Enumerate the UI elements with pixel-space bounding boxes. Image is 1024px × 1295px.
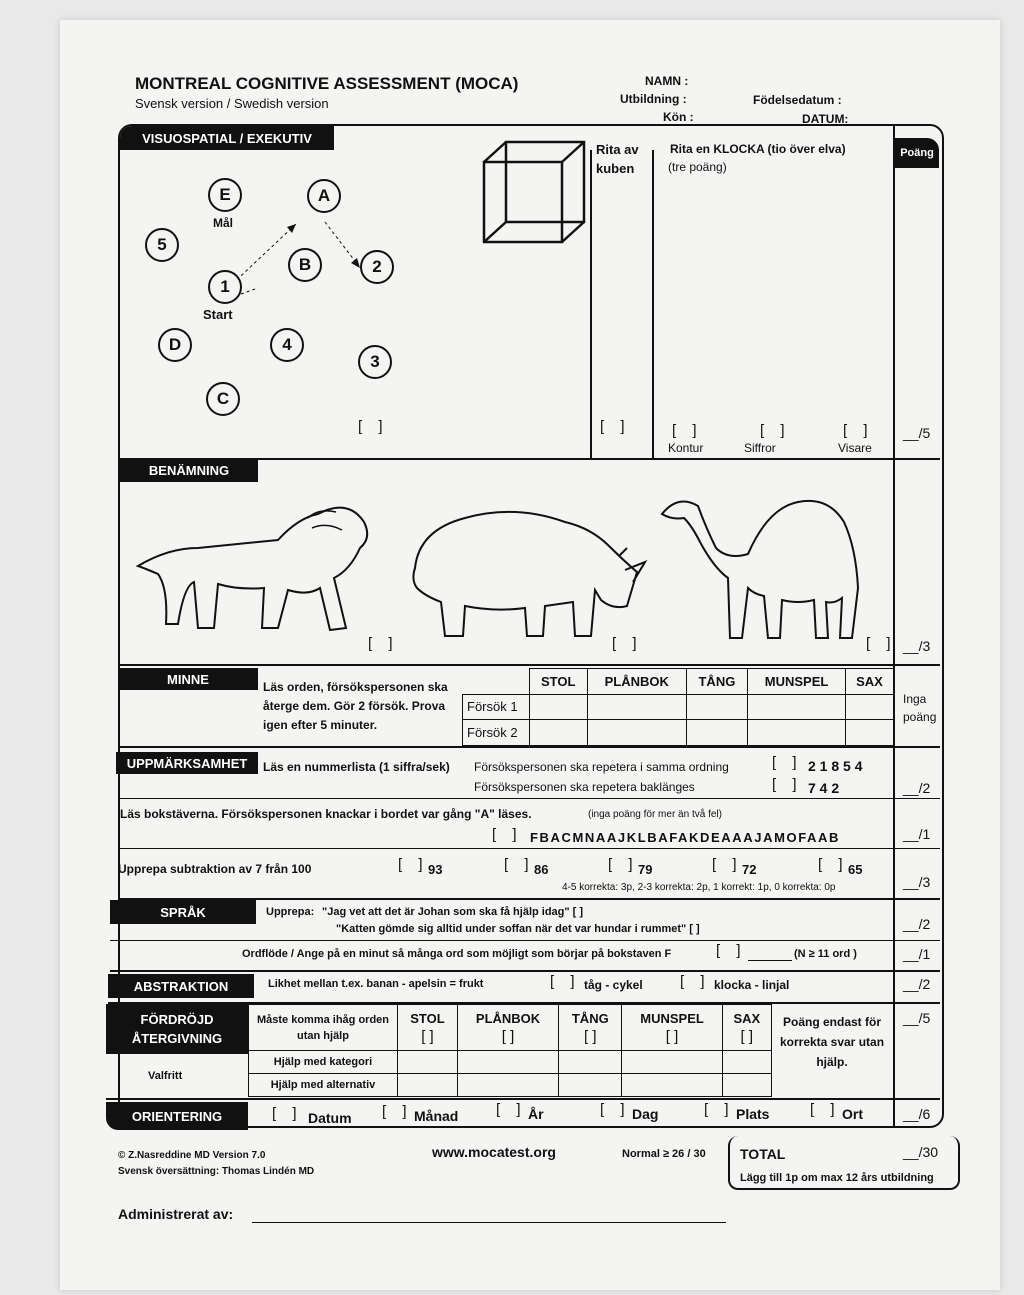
orientation-city: Ort — [842, 1106, 863, 1122]
form-subtitle: Svensk version / Swedish version — [135, 96, 329, 111]
serial7-checkbox-5[interactable]: [ ] — [818, 856, 849, 873]
attention-header: UPPMÄRKSAMHET — [116, 752, 258, 774]
abstraction-checkbox-2[interactable]: [ ] — [680, 973, 711, 990]
serial7-value-2: 86 — [534, 862, 549, 877]
letters-sequence: FBACMNAAJKLBAFAKDEAAAJAMOFAAB — [530, 830, 841, 845]
camel-checkbox[interactable]: [ ] — [866, 635, 897, 652]
memory-col-stol: STOL — [529, 669, 587, 695]
abstraction-item-1: tåg - cykel — [584, 978, 643, 992]
lion-checkbox[interactable]: [ ] — [368, 635, 399, 652]
trail-node-b: B — [288, 248, 322, 282]
orientation-year: År — [528, 1106, 544, 1122]
delayed-recall-score: __/5 — [903, 1010, 931, 1026]
delayed-col-munspel: MUNSPEL [ ] — [622, 1005, 722, 1051]
naming-header: BENÄMNING — [120, 458, 258, 482]
visuo-header: VISUOSPATIAL / EXEKUTIV — [120, 126, 334, 150]
repeat-sentence-1: "Jag vet att det är Johan som ska få hjälp idag" [ ] — [322, 906, 584, 918]
repeat-label: Upprepa: — [266, 906, 315, 918]
score-column-divider — [893, 126, 895, 1126]
delayed-recall-table — [248, 1004, 772, 1097]
letters-checkbox[interactable]: [ ] — [492, 826, 523, 843]
administered-by-line[interactable] — [252, 1222, 726, 1223]
moca-form — [60, 20, 1000, 1290]
divider-delayed — [106, 1098, 940, 1100]
memory-col-munspel: MUNSPEL — [748, 669, 846, 695]
letters-score: __/1 — [903, 826, 931, 842]
trail-node-4: 4 — [270, 328, 304, 362]
orientation-checkbox-year[interactable]: [ ] — [496, 1101, 527, 1118]
digit-backward-instruction: Försökspersonen ska repetera baklänges — [474, 780, 695, 794]
delayed-category-cue-label: Hjälp med kategori — [249, 1051, 398, 1074]
cube-instruction: Rita av kuben — [596, 142, 639, 176]
fluency-count-line[interactable] — [748, 960, 792, 961]
divider-letters — [118, 848, 940, 849]
clock-numbers-label: Siffror — [744, 441, 776, 455]
orientation-day: Dag — [632, 1106, 659, 1122]
serial7-value-3: 79 — [638, 862, 653, 877]
clock-contour-checkbox[interactable]: [ ] — [672, 422, 703, 439]
naming-score: __/3 — [903, 638, 931, 654]
memory-row-trial2: Försök 2 — [463, 720, 530, 746]
fluency-checkbox[interactable]: [ ] — [716, 942, 747, 959]
letters-note: (inga poäng för mer än två fel) — [588, 809, 722, 820]
orientation-checkbox-city[interactable]: [ ] — [810, 1101, 841, 1118]
clock-hands-checkbox[interactable]: [ ] — [843, 422, 874, 439]
orientation-date: Datum — [308, 1110, 352, 1126]
delayed-col-tang: TÅNG [ ] — [559, 1005, 622, 1051]
divider-digits — [118, 798, 940, 799]
memory-instruction: Läs orden, försökspersonen ska återge dem. Gör 2 försök. Prova igen efter 5 minuter. — [263, 680, 448, 732]
memory-cell[interactable] — [529, 720, 587, 746]
clock-hands-label: Visare — [838, 441, 872, 455]
trail-checkbox[interactable]: [ ] — [358, 418, 389, 435]
serial7-score: __/3 — [903, 874, 931, 890]
delayed-checkbox[interactable]: [ ] — [421, 1027, 434, 1045]
memory-cell[interactable] — [748, 694, 846, 720]
trail-arrowhead-a — [287, 224, 296, 233]
repeat-score: __/2 — [903, 916, 931, 932]
delayed-col-stol: STOL [ ] — [398, 1005, 458, 1051]
score-column-header: Poäng — [895, 138, 939, 168]
orientation-checkbox-day[interactable]: [ ] — [600, 1101, 631, 1118]
trail-node-c: C — [206, 382, 240, 416]
abstraction-item-2: klocka - linjal — [714, 978, 790, 992]
clock-divider — [652, 150, 654, 458]
date-label: DATUM: — [802, 112, 849, 126]
memory-col-tang: TÅNG — [686, 669, 748, 695]
delayed-scoring-note: Poäng endast för korrekta svar utan hjälp. — [779, 1015, 885, 1069]
visuo-score: __/5 — [903, 425, 931, 441]
normal-score-note: Normal ≥ 26 / 30 — [622, 1148, 706, 1160]
digit-backward-checkbox[interactable]: [ ] — [772, 776, 803, 793]
trail-node-1: 1 — [208, 270, 242, 304]
memory-row-trial1: Försök 1 — [463, 694, 530, 720]
abstraction-header: ABSTRAKTION — [108, 974, 254, 998]
divider-language — [110, 970, 940, 972]
fluency-criterion: (N ≥ 11 ord ) — [794, 948, 857, 960]
total-label: TOTAL — [740, 1146, 786, 1162]
orientation-checkbox-month[interactable]: [ ] — [382, 1103, 413, 1120]
trail-arrowhead-2 — [351, 258, 360, 268]
total-score: __/30 — [903, 1144, 939, 1160]
orientation-checkbox-place[interactable]: [ ] — [704, 1101, 735, 1118]
memory-no-points: Inga poäng — [903, 692, 937, 724]
trail-node-5: 5 — [145, 228, 179, 262]
name-label: NAMN : — [645, 74, 689, 88]
serial7-checkbox-2[interactable]: [ ] — [504, 856, 535, 873]
memory-table — [462, 668, 894, 746]
fluency-score: __/1 — [903, 946, 931, 962]
serial7-instruction: Upprepa subtraktion av 7 från 100 — [118, 862, 312, 876]
delayed-checkbox[interactable]: [ ] — [740, 1027, 754, 1045]
copyright-text: © Z.Nasreddine MD Version 7.0 — [118, 1150, 266, 1161]
serial7-scoring: 4-5 korrekta: 3p, 2-3 korrekta: 2p, 1 korrekt: 1p, 0 korrekta: 0p — [562, 882, 836, 893]
form-title: MONTREAL COGNITIVE ASSESSMENT (MOCA) — [135, 74, 519, 93]
memory-cell[interactable] — [587, 694, 686, 720]
repeat-sentence-2: "Katten gömde sig alltid under soffan när det var hundar i rummet" [ ] — [336, 923, 700, 935]
memory-cell[interactable] — [686, 694, 748, 720]
delayed-checkbox[interactable]: [ ] — [584, 1027, 597, 1045]
rhino-checkbox[interactable]: [ ] — [612, 635, 643, 652]
memory-cell[interactable] — [686, 720, 748, 746]
clock-instruction: Rita en KLOCKA (tio över elva) — [670, 142, 846, 156]
delayed-checkbox[interactable]: [ ] — [665, 1027, 679, 1045]
trail-goal-label: Mål — [213, 216, 234, 230]
memory-cell[interactable] — [529, 694, 587, 720]
clock-numbers-checkbox[interactable]: [ ] — [760, 422, 791, 439]
delayed-col-sax: SAX [ ] — [722, 1005, 771, 1051]
cube-icon — [480, 138, 590, 248]
serial7-checkbox-3[interactable]: [ ] — [608, 856, 639, 873]
orientation-checkbox-date[interactable]: [ ] — [272, 1105, 303, 1122]
cube-checkbox[interactable]: [ ] — [600, 418, 631, 435]
memory-cell[interactable] — [587, 720, 686, 746]
memory-col-sax: SAX — [845, 669, 893, 695]
lion-icon — [128, 478, 378, 638]
trail-node-2: 2 — [360, 250, 394, 284]
orientation-header: ORIENTERING — [106, 1102, 248, 1130]
divider-naming — [120, 664, 940, 666]
orientation-score: __/6 — [903, 1106, 931, 1122]
translation-credit: Svensk översättning: Thomas Lindén MD — [118, 1166, 315, 1177]
trail-arrow-a-2 — [325, 222, 358, 265]
cube-divider — [590, 150, 592, 458]
memory-cell[interactable] — [845, 694, 893, 720]
fluency-instruction: Ordflöde / Ange på en minut så många ord som möjligt som börjar på bokstaven F — [242, 948, 672, 960]
camel-icon — [658, 478, 878, 644]
delayed-optional-label: Valfritt — [148, 1070, 183, 1082]
memory-col-planbok: PLÅNBOK — [587, 669, 686, 695]
education-adjustment-note: Lägg till 1p om max 12 års utbildning — [740, 1172, 934, 1184]
birthdate-label: Födelsedatum : — [753, 93, 842, 107]
memory-cell[interactable] — [845, 720, 893, 746]
trail-node-a: A — [307, 179, 341, 213]
delayed-recall-header: FÖRDRÖJD ÅTERGIVNING — [106, 1004, 248, 1054]
administered-by-label: Administrerat av: — [118, 1206, 234, 1222]
trail-node-e: E — [208, 178, 242, 212]
serial7-value-4: 72 — [742, 862, 757, 877]
delayed-checkbox[interactable]: [ ] — [501, 1027, 515, 1045]
serial7-value-5: 65 — [848, 862, 863, 877]
abstraction-checkbox-1[interactable]: [ ] — [550, 973, 581, 990]
divider-memory — [118, 746, 940, 748]
sex-label: Kön : — [663, 110, 694, 124]
education-label: Utbildning : — [620, 92, 687, 106]
trail-node-d: D — [158, 328, 192, 362]
orientation-place: Plats — [736, 1106, 770, 1122]
letters-instruction: Läs bokstäverna. Försökspersonen knackar i bordet var gång "A" läses. — [120, 807, 532, 821]
clock-points-note: (tre poäng) — [668, 160, 727, 174]
memory-cell[interactable] — [748, 720, 846, 746]
digit-span-score: __/2 — [903, 780, 931, 796]
digit-span-instruction: Läs en nummerlista (1 siffra/sek) — [263, 760, 450, 774]
digit-forward-checkbox[interactable]: [ ] — [772, 754, 803, 771]
abstraction-instruction: Likhet mellan t.ex. banan - apelsin = frukt — [268, 978, 484, 990]
memory-header: MINNE — [118, 668, 258, 690]
trail-node-3: 3 — [358, 345, 392, 379]
serial7-value-1: 93 — [428, 862, 443, 877]
delayed-multiple-choice-label: Hjälp med alternativ — [249, 1074, 398, 1097]
rhino-icon — [405, 490, 655, 640]
divider-repeat — [110, 940, 940, 941]
digit-backward-digits: 7 4 2 — [808, 780, 840, 796]
language-header: SPRÅK — [110, 900, 256, 924]
delayed-free-recall-label: Måste komma ihåg orden utan hjälp — [249, 1005, 398, 1051]
serial7-checkbox-1[interactable]: [ ] — [398, 856, 429, 873]
trail-start-label: Start — [203, 307, 233, 322]
website-link[interactable]: www.mocatest.org — [432, 1144, 556, 1160]
digit-forward-instruction: Försökspersonen ska repetera i samma ordning — [474, 760, 729, 774]
serial7-checkbox-4[interactable]: [ ] — [712, 856, 743, 873]
clock-contour-label: Kontur — [668, 441, 704, 455]
abstraction-score: __/2 — [903, 976, 931, 992]
delayed-col-planbok: PLÅNBOK [ ] — [457, 1005, 558, 1051]
orientation-month: Månad — [414, 1108, 459, 1124]
digit-forward-digits: 2 1 8 5 4 — [808, 758, 863, 774]
